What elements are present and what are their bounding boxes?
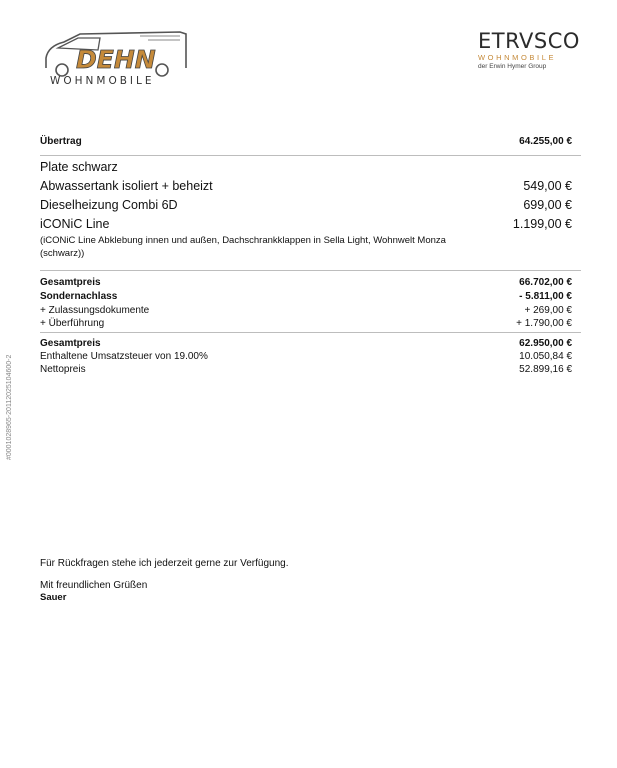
item-row [40,160,572,174]
etrusco-logo-name: ETRVSCO [478,29,580,53]
dehn-wohnmobile-logo [40,28,190,88]
item-label: Plate schwarz [40,160,118,174]
ueberfuehrung-row [40,318,572,329]
item-label: Abwassertank isoliert + beheizt [40,179,213,193]
zulassung-row [40,305,572,316]
ueberfuehrung-label: + Überführung [40,318,105,329]
sondernachlass-row [40,291,572,302]
gesamtpreis-value: 66.702,00 € [519,277,572,288]
sondernachlass-value: - 5.811,00 € [519,291,572,302]
uebertrag-row [40,136,572,147]
item-label: Dieselheizung Combi 6D [40,198,178,212]
ust-row [40,351,572,362]
netto-label: Nettopreis [40,364,86,375]
closing-greeting: Mit freundlichen Grüßen [40,580,148,591]
etrusco-logo-tagline: der Erwin Hymer Group [478,63,547,70]
item-value: 549,00 € [523,179,572,193]
item-value: 1.199,00 € [512,217,572,231]
divider [40,270,581,271]
etrusco-logo-subtitle: WOHNMOBILE [478,53,557,62]
netto-row [40,364,572,375]
item-row [40,198,572,212]
item-row [40,179,572,193]
final-gesamtpreis-value: 62.950,00 € [519,338,572,349]
zulassung-label: + Zulassungsdokumente [40,305,150,316]
ust-label: Enthaltene Umsatzsteuer von 19.00% [40,351,208,362]
ueberfuehrung-value: + 1.790,00 € [516,318,572,329]
final-gesamtpreis-row [40,338,572,349]
dehn-logo-name: DEHN [76,45,156,74]
item-note: (iCONiC Line Abklebung innen und außen, Dachschrankklappen in Sella Light, Wohnwelt Monza (schwarz)) [40,235,446,259]
uebertrag-value: 64.255,00 € [519,136,572,147]
item-label: iCONiC Line [40,217,110,231]
dehn-logo-subtitle: WOHNMOBILE [50,75,155,87]
sondernachlass-label: Sondernachlass [40,291,118,302]
netto-value: 52.899,16 € [519,364,572,375]
final-gesamtpreis-label: Gesamtpreis [40,338,101,349]
divider [40,155,581,156]
gesamtpreis-row [40,277,572,288]
document-code: #0001028965-20112025104600-2 [6,354,13,460]
item-row [40,217,572,231]
item-value: 699,00 € [523,198,572,212]
signature-name: Sauer [40,592,67,603]
uebertrag-label: Übertrag [40,136,82,147]
gesamtpreis-label: Gesamtpreis [40,277,101,288]
etrusco-logo [478,30,578,70]
closing-questions: Für Rückfragen stehe ich jederzeit gerne zur Verfügung. [40,558,289,569]
ust-value: 10.050,84 € [519,351,572,362]
divider [40,332,581,333]
zulassung-value: + 269,00 € [524,305,572,316]
